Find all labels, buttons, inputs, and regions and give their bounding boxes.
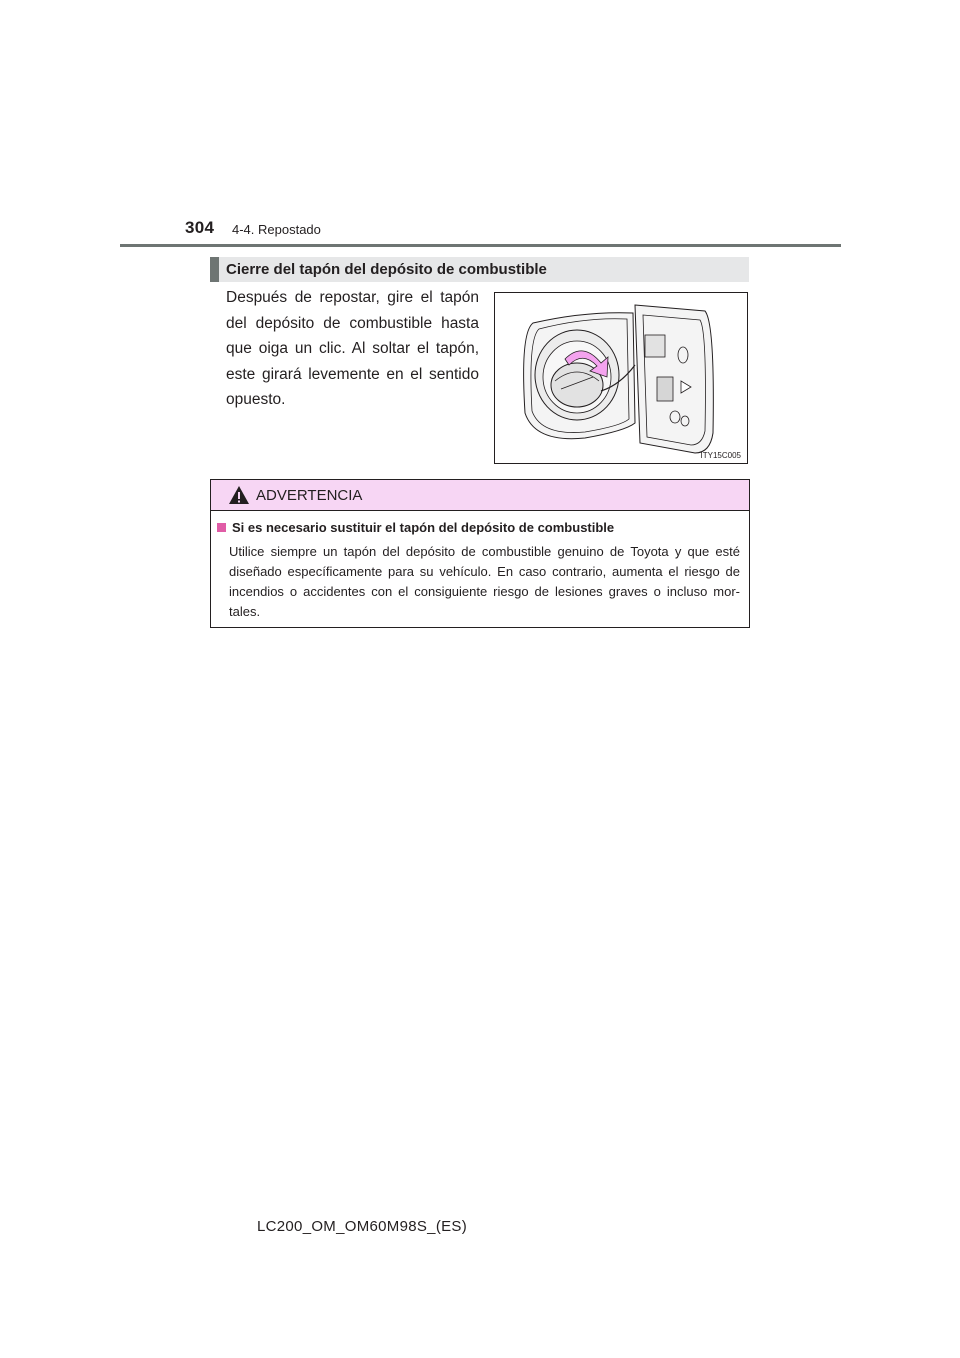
section-heading-title: Cierre del tapón del depósito de combustible xyxy=(226,261,547,278)
footer-doc-code: LC200_OM_OM60M98S_(ES) xyxy=(257,1218,468,1235)
warning-title: ADVERTENCIA xyxy=(256,486,363,504)
figure-code: ITY15C005 xyxy=(700,451,741,460)
fuel-cap-illustration xyxy=(494,292,748,464)
section-label: 4-4. Repostado xyxy=(232,222,321,237)
warning-box xyxy=(210,479,750,628)
body-text: Después de repostar, gire el tapón del depósito de combustible hasta que oiga un clic. Al soltar el tapón, este girará levemente en el sentido opuesto. xyxy=(226,289,479,408)
heading-marker xyxy=(210,257,219,282)
square-bullet-icon xyxy=(217,523,226,532)
warning-text: Utilice siempre un tapón del depósito de combustible genuino de Toyota y que esté diseñado específicamente para su vehículo. En caso contrario, aumenta el riesgo de incendios o accidentes con el consiguiente riesgo de lesiones graves o incluso mor-tales. xyxy=(229,544,740,619)
page-number: 304 xyxy=(185,218,215,237)
warning-triangle-icon xyxy=(228,485,250,505)
header-rule xyxy=(120,244,841,247)
warning-header xyxy=(211,480,749,511)
warning-item-title xyxy=(217,520,614,535)
section-heading xyxy=(210,257,749,282)
warning-item-title-text: Si es necesario sustituir el tapón del depósito de combustible xyxy=(232,520,615,535)
fuel-cap-drawing xyxy=(495,293,747,463)
